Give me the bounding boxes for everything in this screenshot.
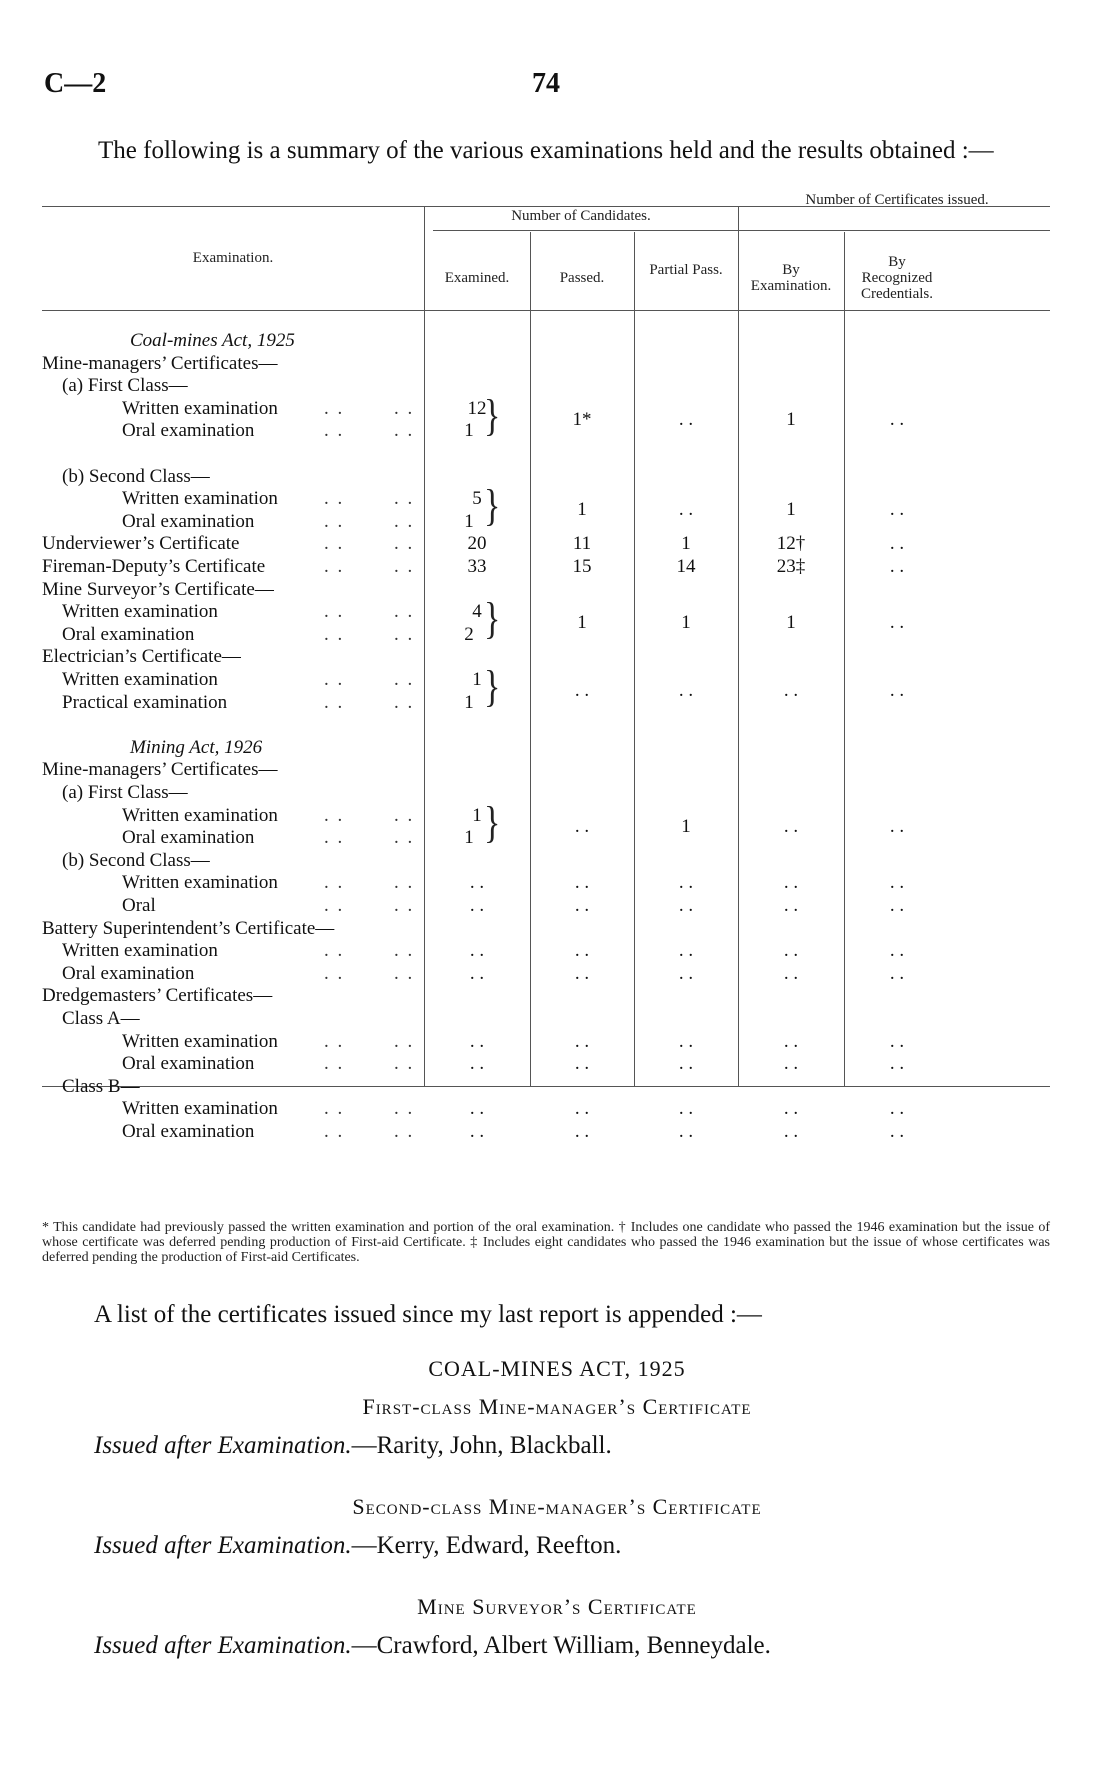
cell-by-exam: . . [783,940,799,962]
cell-by-exam: . . [783,815,799,837]
grouping-brace: } [484,482,501,531]
row-label: Battery Superintendent’s Certificate— [42,917,335,939]
cell-examined: 5 [472,488,482,510]
table-row [42,353,1050,375]
table-row [42,466,1050,488]
appended-list-intro: A list of the certificates issued since my last report is appended :— [94,1301,762,1328]
row-label: (a) First Class— [62,375,188,397]
table-row [42,692,1050,714]
row-label: Written examination [122,1030,278,1052]
cell-passed: . . [574,872,590,894]
leader-dots: . . [324,1053,345,1075]
row-label: Written examination [122,488,278,510]
cell-partial: . . [678,680,694,702]
table-row [42,579,1050,601]
issued-names: —Crawford, Albert William, Benneydale. [351,1632,771,1659]
cell-examined: 1 [464,510,474,532]
issued-entry-mine-surveyor [94,1632,771,1660]
group-header-candidates: Number of Candidates. [511,208,651,224]
cell-partial: . . [678,1121,694,1142]
table-row [42,918,1050,940]
cell-examined: . . [469,940,485,962]
cell-by-cred: . . [889,895,905,916]
cell-examined: 12 [467,397,487,419]
row-label: Oral examination [62,962,195,984]
cell-passed: . . [574,940,590,962]
cell-by-cred: . . [889,1098,905,1120]
table-row [42,940,1050,962]
col-header-examined: Examined. [444,270,510,286]
certificates-group-rule [744,230,1050,231]
cell-by-cred: . . [889,815,905,837]
row-label: Written examination [62,669,218,690]
table-row [42,443,1050,465]
leader-dots: . . [324,691,345,713]
certificate-heading-second-class: Second-class Mine-manager’s Certificate [352,1494,762,1519]
leader-dots: . . [324,533,345,555]
cell-examined: . . [469,872,485,894]
leader-dots: . . [324,962,345,984]
cell-passed: . . [574,1121,590,1142]
leader-dots: . . [324,601,345,623]
cell-by-exam: . . [783,680,799,702]
intro-paragraph: The following is a summary of the various examinations held and the results obtained :— [98,137,994,164]
cell-by-cred: . . [889,1030,905,1052]
cell-passed: . . [574,1030,590,1052]
cell-partial: 1 [681,612,691,634]
leader-dots: . . [324,1098,345,1120]
leader-dots: . . [394,397,415,419]
cell-partial: . . [678,1053,694,1075]
cell-partial: . . [678,1098,694,1120]
row-label: (b) Second Class— [62,849,210,871]
leader-dots: . . [394,940,415,962]
row-label: (b) Second Class— [62,465,210,487]
leader-dots: . . [394,1053,415,1075]
cell-by-cred: . . [889,533,905,555]
cell-by-cred: . . [889,612,905,634]
row-label: Oral examination [122,1053,255,1075]
cell-examined: 1 [464,691,474,713]
table-row [42,624,1050,646]
row-label: Written examination [62,601,218,623]
cell-passed: . . [574,1053,590,1075]
leader-dots: . . [324,827,345,849]
cell-partial: . . [678,872,694,894]
col-header-examination: Examination. [192,250,274,266]
cell-examined: 2 [464,623,474,645]
row-label: Fireman-Deputy’s Certificate [42,556,266,577]
header-bottom-rule [42,310,1050,311]
table-row [42,420,1050,442]
leader-dots: . . [324,669,345,690]
cell-by-exam: 1 [786,612,796,634]
leader-dots: . . [394,420,415,442]
col-header-partial: Partial Pass. [649,262,723,278]
cell-examined: . . [469,1121,485,1142]
table-row [42,330,1050,352]
cell-partial: . . [678,409,694,431]
leader-dots: . . [394,895,415,916]
leader-dots: . . [394,556,415,577]
cell-by-exam: . . [783,962,799,984]
cell-by-cred: . . [889,556,905,577]
leader-dots: . . [324,488,345,510]
row-label: Oral examination [122,827,255,849]
cell-by-cred: . . [889,1053,905,1075]
cell-examined: 1 [464,827,474,849]
leader-dots: . . [324,1030,345,1052]
cell-examined: 1 [472,669,482,690]
cell-partial: 1 [681,815,691,837]
issued-names: —Rarity, John, Blackball. [351,1432,612,1459]
table-row [42,827,1050,849]
row-label: Mine-managers’ Certificates— [42,759,278,781]
cell-by-cred: . . [889,499,905,521]
act-heading: COAL-MINES ACT, 1925 [428,1356,686,1381]
issued-label: Issued after Examination. [94,1632,352,1659]
leader-dots: . . [324,895,345,916]
row-label: Written examination [62,940,218,962]
issued-label: Issued after Examination. [94,1432,352,1459]
issued-entry-first-class [94,1432,612,1460]
cell-passed: 1 [577,499,587,521]
act-subheading: Mining Act, 1926 [130,736,263,758]
cell-by-exam: . . [783,1030,799,1052]
certificate-heading-first-class: First-class Mine-manager’s Certificate [362,1394,752,1419]
cell-partial: . . [678,895,694,916]
cell-examined: . . [469,1030,485,1052]
grouping-brace: } [484,595,501,644]
table-row [42,759,1050,781]
row-label: Written examination [122,872,278,894]
row-label: Dredgemasters’ Certificates— [42,985,273,1007]
cell-passed: . . [574,680,590,702]
cell-passed: . . [574,962,590,984]
table-row [42,1121,1050,1143]
grouping-brace: } [484,663,501,712]
cell-partial: 1 [681,533,691,555]
leader-dots: . . [394,962,415,984]
cell-partial: 14 [676,556,696,577]
cell-by-exam: . . [783,872,799,894]
group-header-certificates: Number of Certificates issued. [805,192,989,208]
cell-by-exam: 1 [786,499,796,521]
cell-passed: . . [574,895,590,916]
cell-examined: . . [469,895,485,916]
table-row [42,1008,1050,1030]
row-label: Mine-managers’ Certificates— [42,352,278,374]
leader-dots: . . [394,1030,415,1052]
issued-entry-second-class [94,1532,621,1560]
cell-passed: 1* [572,409,592,431]
leader-dots: . . [324,623,345,645]
cell-by-cred: . . [889,1121,905,1142]
leader-dots: . . [394,510,415,532]
table-row [42,872,1050,894]
row-label: Class A— [62,1008,140,1029]
cell-passed: . . [574,1098,590,1120]
cell-by-exam: 12† [776,533,806,555]
cell-by-exam: 1 [786,409,796,431]
act-subheading: Coal-mines Act, 1925 [130,330,295,351]
cell-by-exam: 23‡ [776,556,806,577]
cell-examined: . . [469,962,485,984]
row-label: Oral examination [122,1121,255,1142]
table-row [42,985,1050,1007]
cell-by-cred: . . [889,940,905,962]
table-row [42,1076,1050,1098]
cell-examined: 33 [467,556,487,577]
cell-passed: . . [574,815,590,837]
issued-label: Issued after Examination. [94,1532,352,1559]
table-row [42,963,1050,985]
leader-dots: . . [324,420,345,442]
table-row [42,782,1050,804]
cell-by-exam: . . [783,1098,799,1120]
page-header [44,68,1044,102]
cell-examined: 20 [467,533,487,555]
table-row [42,556,1050,578]
cell-passed: 11 [572,533,592,555]
grouping-brace: } [484,798,501,847]
row-label: Written examination [122,397,278,419]
examination-summary-table [42,192,1050,1196]
table-row [42,646,1050,668]
leader-dots: . . [324,397,345,419]
table-row [42,533,1050,555]
leader-dots: . . [394,533,415,555]
row-label: Practical examination [62,691,228,713]
cell-by-exam: . . [783,1121,799,1142]
col-header-passed: Passed. [559,270,605,286]
leader-dots: . . [394,488,415,510]
cell-partial: . . [678,962,694,984]
cell-partial: . . [678,499,694,521]
table-row [42,1053,1050,1075]
issued-names: —Kerry, Edward, Reefton. [351,1532,622,1559]
cell-examined: . . [469,1053,485,1075]
row-label: Underviewer’s Certificate [42,533,240,555]
row-label: Written examination [122,804,278,826]
cell-passed: 15 [572,556,592,577]
leader-dots: . . [394,1098,415,1120]
leader-dots: . . [324,872,345,894]
cell-by-exam: . . [783,1053,799,1075]
cell-by-cred: . . [889,409,905,431]
table-row [42,850,1050,872]
grouping-brace: } [484,392,501,441]
leader-dots: . . [394,1121,415,1142]
table-row [42,895,1050,917]
cell-examined: 4 [472,601,482,623]
row-label: Oral [122,895,156,916]
row-label: Written examination [122,1098,278,1120]
leader-dots: . . [394,804,415,826]
leader-dots: . . [394,623,415,645]
table-row [42,375,1050,397]
cell-examined: 1 [472,804,482,826]
table-row [42,1031,1050,1053]
leader-dots: . . [394,827,415,849]
page-number: 74 [532,68,560,99]
leader-dots: . . [394,872,415,894]
cell-partial: . . [678,1030,694,1052]
row-label: (a) First Class— [62,782,188,803]
cell-examined: . . [469,1098,485,1120]
cell-by-cred: . . [889,680,905,702]
table-row [42,511,1050,533]
col-header-by-credentials: By Recognized Credentials. [860,254,934,302]
cell-by-cred: . . [889,872,905,894]
cell-by-cred: . . [889,962,905,984]
table-row [42,737,1050,759]
table-footnote: * This candidate had previously passed the written examination and portion of the oral examination. † Includes one candidate who passed the 1946 examination but the issue of whose certificate was deferred pending production of First-aid Certificate. ‡ Includes eight candidates who passed the 1946 examination but the issue of whose certificates was deferred pending the production of First-aid Certificates. [42,1220,1050,1265]
leader-dots: . . [324,556,345,577]
report-code: C—2 [44,68,107,99]
row-label: Class B— [62,1075,140,1097]
table-row [42,714,1050,736]
leader-dots: . . [324,804,345,826]
leader-dots: . . [324,1121,345,1142]
leader-dots: . . [394,669,415,690]
cell-partial: . . [678,940,694,962]
row-label: Oral examination [122,510,255,532]
leader-dots: . . [324,510,345,532]
leader-dots: . . [394,691,415,713]
row-label: Oral examination [122,420,255,442]
table-row [42,1098,1050,1120]
row-label: Electrician’s Certificate— [42,646,241,668]
leader-dots: . . [394,601,415,623]
cell-examined: 1 [464,420,474,442]
row-label: Oral examination [62,623,195,645]
leader-dots: . . [324,940,345,962]
cell-passed: 1 [577,612,587,634]
cell-by-exam: . . [783,895,799,916]
candidates-group-rule [433,230,744,231]
col-header-by-exam: By Examination. [750,262,832,294]
certificate-heading-mine-surveyor: Mine Surveyor’s Certificate [417,1594,697,1619]
row-label: Mine Surveyor’s Certificate— [42,578,274,600]
